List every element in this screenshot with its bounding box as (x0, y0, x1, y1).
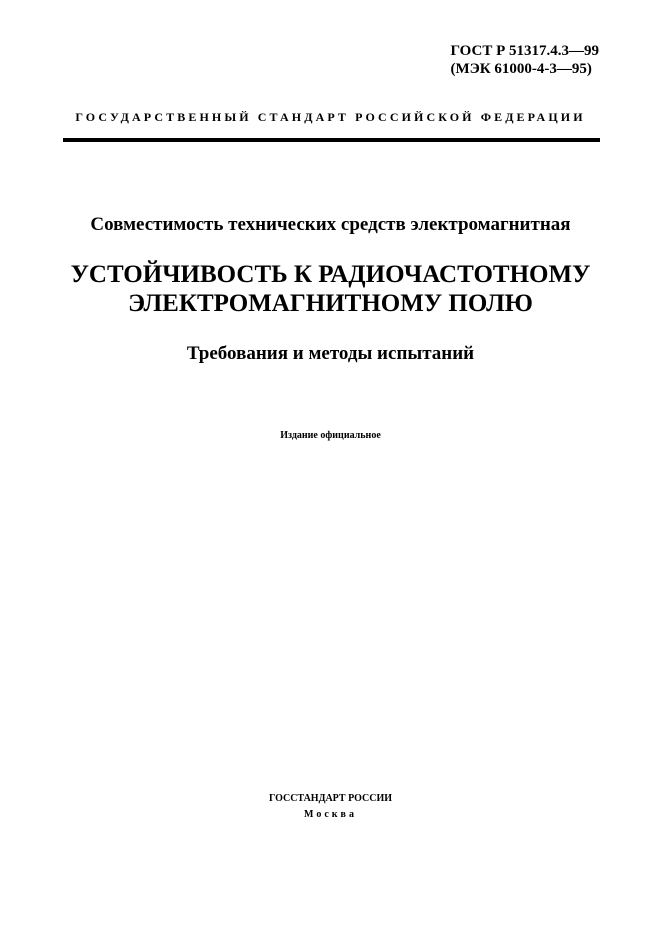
document-subtitle: Требования и методы испытаний (186, 343, 475, 364)
edition-label: Издание официальное (280, 430, 381, 441)
publisher-block (0, 791, 661, 823)
publisher-city: Москва (304, 809, 357, 820)
iec-equivalent-number: (МЭК 61000-4-3—95) (450, 61, 592, 77)
document-designation (450, 42, 599, 78)
publisher-name: ГОССТАНДАРТ РОССИИ (268, 793, 393, 804)
standard-number: ГОСТ Р 51317.4.3—99 (450, 43, 599, 59)
main-title-line-2: ЭЛЕКТРОМАГНИТНОМУ ПОЛЮ (128, 290, 533, 317)
main-title-line-1: УСТОЙЧИВОСТЬ К РАДИОЧАСТОТНОМУ (70, 261, 591, 288)
document-main-title (0, 260, 661, 318)
state-standard-heading: ГОСУДАРСТВЕННЫЙ СТАНДАРТ РОССИЙСКОЙ ФЕДЕРАЦИИ (75, 110, 586, 124)
document-supertitle: Совместимость технических средств электромагнитная (90, 214, 571, 235)
header-divider (63, 138, 600, 142)
